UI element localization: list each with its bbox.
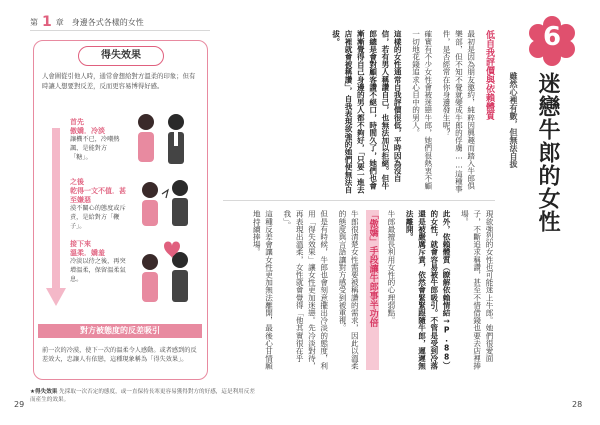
step-3-body: 冷淡以待之後，再突增溫柔，保留溫柔氣息。 (70, 258, 126, 283)
card-banner: 對方被態度的反差吸引 (38, 324, 202, 338)
card-title: 得失效果 (78, 46, 164, 66)
section-heading-1: 低自我評價與依賴體質 (484, 30, 494, 120)
paragraph: 牛郎最擅長利用女性的心理弱點。 (386, 210, 396, 324)
card-intro: 人會圍從引他人時，通常會想給對方溫柔的印象；但有時讓人想要對反差，反而更容易博得好感。 (42, 72, 196, 90)
couple-illustration-icon (128, 110, 198, 168)
footnote (30, 388, 260, 404)
step-1-title: 首先 傲嬌．冷淡 (70, 118, 105, 135)
paragraph: 但是有時候，牛郎也會刻意擺出冷淡的態度，利用「得失效果」讓女性更加迷戀。先冷淡對待，再表現出溫柔，女性就會覺得「他其實很在乎我」。 (282, 210, 329, 370)
step-2 (70, 178, 130, 231)
column-divider (223, 200, 495, 201)
article-subtitle: 雖然心裡有數，但無法自拔 (509, 72, 518, 168)
chapter-number: 1 (42, 14, 52, 30)
footnote-text: 先採取一次否定的態度，或一直保持長寒更容易獲得對方的好感，這是利用反差而產生的效果。 (30, 389, 255, 403)
step-3-title: 接下來 溫柔．嬌羞 (70, 240, 105, 257)
cold-reaction-illustration-icon (134, 176, 198, 228)
paragraph: 最初是因為朋友邀約，純粹因興趣而踏入牛郎俱樂部，但不知不覺就變成牛郎的俘虜……這種事件，是否經常在你身邊發生呢？ (442, 30, 476, 193)
step-1-body: 讓機不已，冷嘲熱諷、是能對方「糖」。 (70, 136, 120, 161)
chapter-prefix: 第 (30, 17, 38, 27)
paragraph: 現欲強烈的女性也可能迷上牛郎。她們很愛面子，不斷追求稱讚，甚至不惜借錢也要去店裡捧場。 (460, 210, 494, 370)
flow-arrow-icon (46, 128, 66, 308)
heart-couple-illustration-icon (134, 238, 198, 308)
header-rule (30, 30, 210, 31)
body-bottom-block (223, 210, 495, 370)
body-top-block (223, 30, 495, 195)
step-3 (70, 240, 130, 284)
step-1 (70, 118, 124, 162)
step-2-body: 漠不關心的態度或斥責，是給對方「鞭子」。 (70, 205, 126, 230)
paragraph: 這種反差會讓女性更加無法離開，最後心甘情願地持續捧場。 (252, 210, 274, 370)
chapter-suffix: 章 (55, 17, 64, 27)
step-2-title: 之後 乾得一文不值．甚至嫌惡 (70, 178, 126, 204)
paragraph: 牛郎很清楚女性需要被稱讚的需求，因此以溫柔的態度與言語讓對方感受到被重視。 (338, 210, 360, 370)
section-number: 6 (542, 22, 562, 52)
paragraph: 確實有不少女性會被迷戀牛郎，她們很熱衷不顧一切地花錢追求心目中的男人。 (411, 30, 433, 190)
paragraph: 這樣的女性通常自我評價很低，平時因為沒自信，若有男人稱讚自己，也無法加以拒絕。但牛郎總是會對顧客讚不絕口，時間久了，她們也會漸漸覺得自己身邊的男人都不夠好，「只要一進去店裡就會被稱讚」，自我表現欲強的她們便無法自拔。 (331, 30, 403, 194)
footnote-label: ★得失效果 (30, 389, 58, 395)
article-title: 迷戀牛郎的女性 (535, 72, 560, 233)
chapter-title: 身邊各式各樣的女性 (71, 17, 144, 27)
page-number-left: 29 (14, 400, 25, 409)
page-number-right: 28 (572, 400, 583, 409)
card-footer: 前一次的冷漠，使下一次的溫柔令人感動。或者感到的反差效大，忠讓人有依戀，這種現象稱為「得失效果」。 (42, 347, 197, 363)
chapter-header (30, 14, 144, 30)
paragraph: 此外，依賴體質（瞭解依賴情結→P.88）的女性，就會容易被牛郎吸引。不管是受到冷落還是被嚴厲斥責，依然會緊緊跟隨牛郎，遲遲無法離開。 (405, 210, 452, 370)
section-heading-2: 「傲嬌」手段讓牛郎事半功倍 (366, 210, 378, 370)
